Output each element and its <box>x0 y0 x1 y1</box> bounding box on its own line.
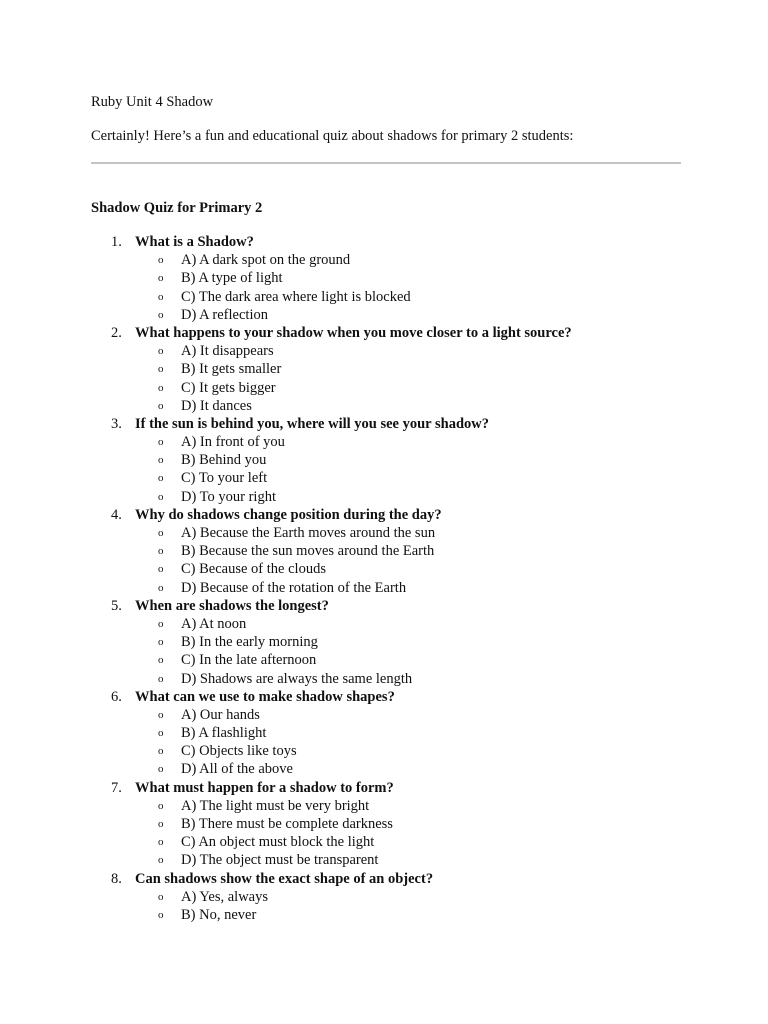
hollow-bullet-icon: o <box>158 436 164 449</box>
question-number: 5. <box>111 597 122 614</box>
question-number: 8. <box>111 870 122 887</box>
question-text: What happens to your shadow when you move closer to a light source? <box>135 324 572 341</box>
hollow-bullet-icon: o <box>158 854 164 867</box>
hollow-bullet-icon: o <box>158 254 164 267</box>
option-list <box>91 433 681 506</box>
answer-option <box>91 615 681 633</box>
question-item <box>91 779 681 870</box>
hollow-bullet-icon: o <box>158 636 164 649</box>
hollow-bullet-icon: o <box>158 654 164 667</box>
answer-option <box>91 379 681 397</box>
option-text: D) It dances <box>181 397 252 414</box>
option-text: A) The light must be very bright <box>181 797 370 814</box>
hollow-bullet-icon: o <box>158 672 164 685</box>
question-list <box>91 233 681 924</box>
question-item <box>91 415 681 506</box>
question-row <box>91 688 681 706</box>
answer-option <box>91 542 681 560</box>
option-text: A) A dark spot on the ground <box>181 252 351 269</box>
question-text: What is a Shadow? <box>135 234 254 250</box>
answer-option <box>91 633 681 651</box>
option-text: D) The object must be transparent <box>181 852 379 869</box>
answer-option <box>91 724 681 742</box>
option-text: B) There must be complete darkness <box>181 816 393 832</box>
option-text: A) At noon <box>181 615 247 632</box>
question-row <box>91 233 681 251</box>
hollow-bullet-icon: o <box>158 763 164 776</box>
option-list <box>91 888 681 924</box>
question-item <box>91 324 681 415</box>
question-row <box>91 324 681 342</box>
question-number: 3. <box>111 415 122 432</box>
question-number: 2. <box>111 324 122 341</box>
option-list <box>91 342 681 415</box>
answer-option <box>91 815 681 833</box>
question-item <box>91 506 681 597</box>
answer-option <box>91 797 681 815</box>
option-text: A) Because the Earth moves around the sun <box>181 525 436 541</box>
answer-option <box>91 742 681 760</box>
option-text: D) Shadows are always the same length <box>181 670 413 687</box>
option-text: C) Because of the clouds <box>181 561 326 578</box>
option-list <box>91 251 681 324</box>
answer-option <box>91 524 681 542</box>
hollow-bullet-icon: o <box>158 818 164 830</box>
answer-option <box>91 451 681 469</box>
option-text: B) It gets smaller <box>181 361 282 378</box>
answer-option <box>91 469 681 487</box>
hollow-bullet-icon: o <box>158 799 164 812</box>
question-row <box>91 415 681 433</box>
answer-option <box>91 288 681 306</box>
hollow-bullet-icon: o <box>158 308 164 321</box>
option-text: D) To your right <box>181 488 276 505</box>
answer-option <box>91 251 681 269</box>
hollow-bullet-icon: o <box>158 581 164 594</box>
answer-option <box>91 560 681 578</box>
document-page <box>91 92 681 924</box>
option-text: B) A flashlight <box>181 725 267 742</box>
answer-option <box>91 360 681 378</box>
option-text: B) Because the sun moves around the Earth <box>181 543 435 560</box>
option-text: B) No, never <box>181 906 257 923</box>
answer-option <box>91 342 681 360</box>
answer-option <box>91 888 681 906</box>
option-list <box>91 797 681 870</box>
question-row <box>91 779 681 797</box>
answer-option <box>91 651 681 669</box>
question-number: 6. <box>111 688 122 705</box>
question-row <box>91 597 681 615</box>
answer-option <box>91 269 681 287</box>
option-text: C) Objects like toys <box>181 743 297 760</box>
question-text: What can we use to make shadow shapes? <box>135 688 395 705</box>
answer-option <box>91 760 681 778</box>
answer-option <box>91 906 681 924</box>
question-text: Why do shadows change position during the day? <box>135 506 442 523</box>
option-text: C) It gets bigger <box>181 379 276 396</box>
hollow-bullet-icon: o <box>158 745 164 758</box>
horizontal-divider <box>91 162 681 164</box>
answer-option <box>91 306 681 324</box>
question-row <box>91 506 681 524</box>
option-list <box>91 615 681 688</box>
answer-option <box>91 670 681 688</box>
hollow-bullet-icon: o <box>158 836 164 849</box>
option-text: B) In the early morning <box>181 634 318 651</box>
option-text: C) To your left <box>181 470 268 487</box>
question-text: When are shadows the longest? <box>135 597 329 614</box>
hollow-bullet-icon: o <box>158 617 164 630</box>
question-text: What must happen for a shadow to form? <box>135 779 394 796</box>
question-number: 7. <box>111 779 122 796</box>
option-text: D) Because of the rotation of the Earth <box>181 579 407 596</box>
answer-option <box>91 397 681 415</box>
hollow-bullet-icon: o <box>158 290 164 303</box>
question-text: If the sun is behind you, where will you see your shadow? <box>135 415 489 432</box>
hollow-bullet-icon: o <box>158 563 164 576</box>
hollow-bullet-icon: o <box>158 363 164 376</box>
question-item <box>91 233 681 324</box>
hollow-bullet-icon: o <box>158 545 164 558</box>
answer-option <box>91 433 681 451</box>
question-text: Can shadows show the exact shape of an object? <box>135 870 434 887</box>
quiz-title: Shadow Quiz for Primary 2 <box>91 200 263 216</box>
option-text: A) Our hands <box>181 706 260 723</box>
option-text: B) A type of light <box>181 270 283 287</box>
hollow-bullet-icon: o <box>158 454 164 467</box>
hollow-bullet-icon: o <box>158 527 164 539</box>
answer-option <box>91 488 681 506</box>
hollow-bullet-icon: o <box>158 727 164 740</box>
option-text: B) Behind you <box>181 452 267 469</box>
intro-paragraph: Certainly! Here’s a fun and educational quiz about shadows for primary 2 students: <box>91 128 574 144</box>
hollow-bullet-icon: o <box>158 472 164 485</box>
hollow-bullet-icon: o <box>158 890 164 903</box>
question-item <box>91 870 681 925</box>
hollow-bullet-icon: o <box>158 345 164 358</box>
question-item <box>91 597 681 688</box>
hollow-bullet-icon: o <box>158 490 164 503</box>
answer-option <box>91 706 681 724</box>
answer-option <box>91 833 681 851</box>
option-text: A) In front of you <box>181 434 285 451</box>
option-text: C) In the late afternoon <box>181 652 317 669</box>
option-text: C) An object must block the light <box>181 834 375 851</box>
answer-option <box>91 579 681 597</box>
option-text: A) Yes, always <box>181 888 268 905</box>
question-number: 4. <box>111 506 122 523</box>
hollow-bullet-icon: o <box>158 708 164 721</box>
option-text: D) All of the above <box>181 761 293 778</box>
hollow-bullet-icon: o <box>158 908 164 921</box>
option-list <box>91 524 681 597</box>
document-title: Ruby Unit 4 Shadow <box>91 94 214 110</box>
hollow-bullet-icon: o <box>158 399 164 412</box>
question-item <box>91 688 681 779</box>
hollow-bullet-icon: o <box>158 272 164 285</box>
answer-option <box>91 851 681 869</box>
question-number: 1. <box>111 234 122 250</box>
hollow-bullet-icon: o <box>158 381 164 394</box>
option-list <box>91 706 681 779</box>
option-text: D) A reflection <box>181 306 268 323</box>
option-text: C) The dark area where light is blocked <box>181 288 411 305</box>
question-row <box>91 870 681 888</box>
option-text: A) It disappears <box>181 343 274 360</box>
